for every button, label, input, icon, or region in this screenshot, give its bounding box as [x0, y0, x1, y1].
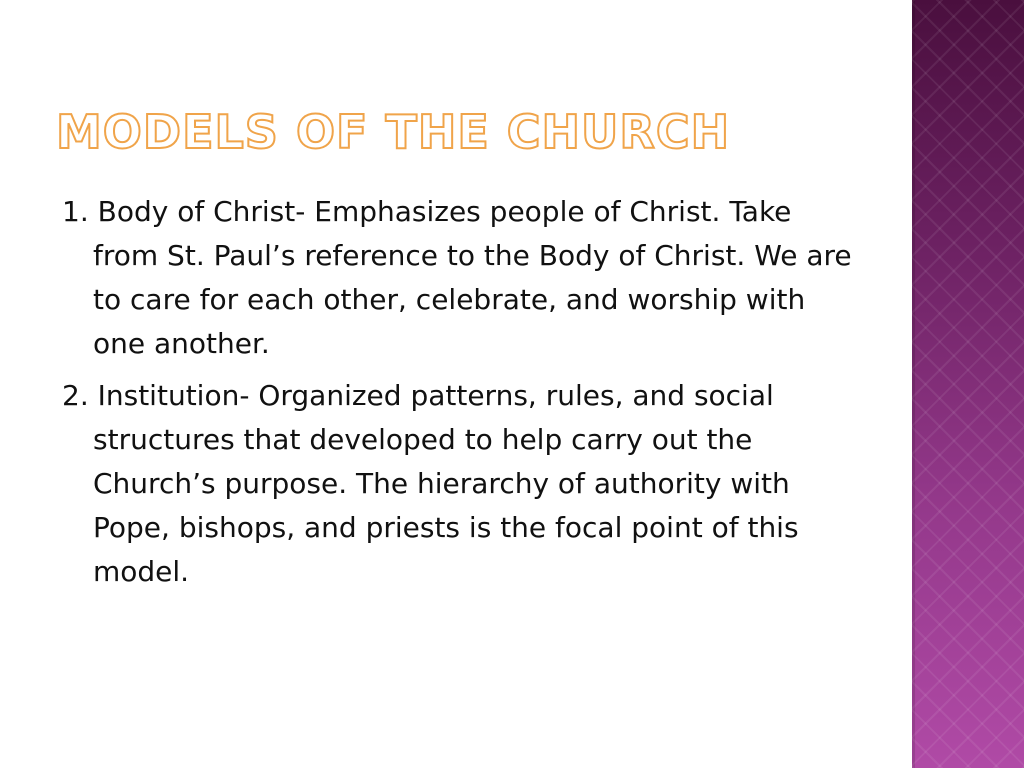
slide-title: MODELS OF THE CHURCH	[56, 105, 731, 159]
paragraph-body-of-christ: 1. Body of Christ- Emphasizes people of Christ. Take from St. Paul’s reference to the Body of Christ. We are to care for each other, celebrate, and worship with one another.	[62, 195, 852, 360]
slide-body	[62, 190, 862, 602]
decorative-side-band	[912, 0, 1024, 768]
paragraph-institution: 2. Institution- Organized patterns, rules, and social structures that developed to help carry out the Church’s purpose. The hierarchy of authority with Pope, bishops, and priests is the focal point of this model.	[62, 379, 799, 588]
side-band-edge	[912, 0, 915, 768]
